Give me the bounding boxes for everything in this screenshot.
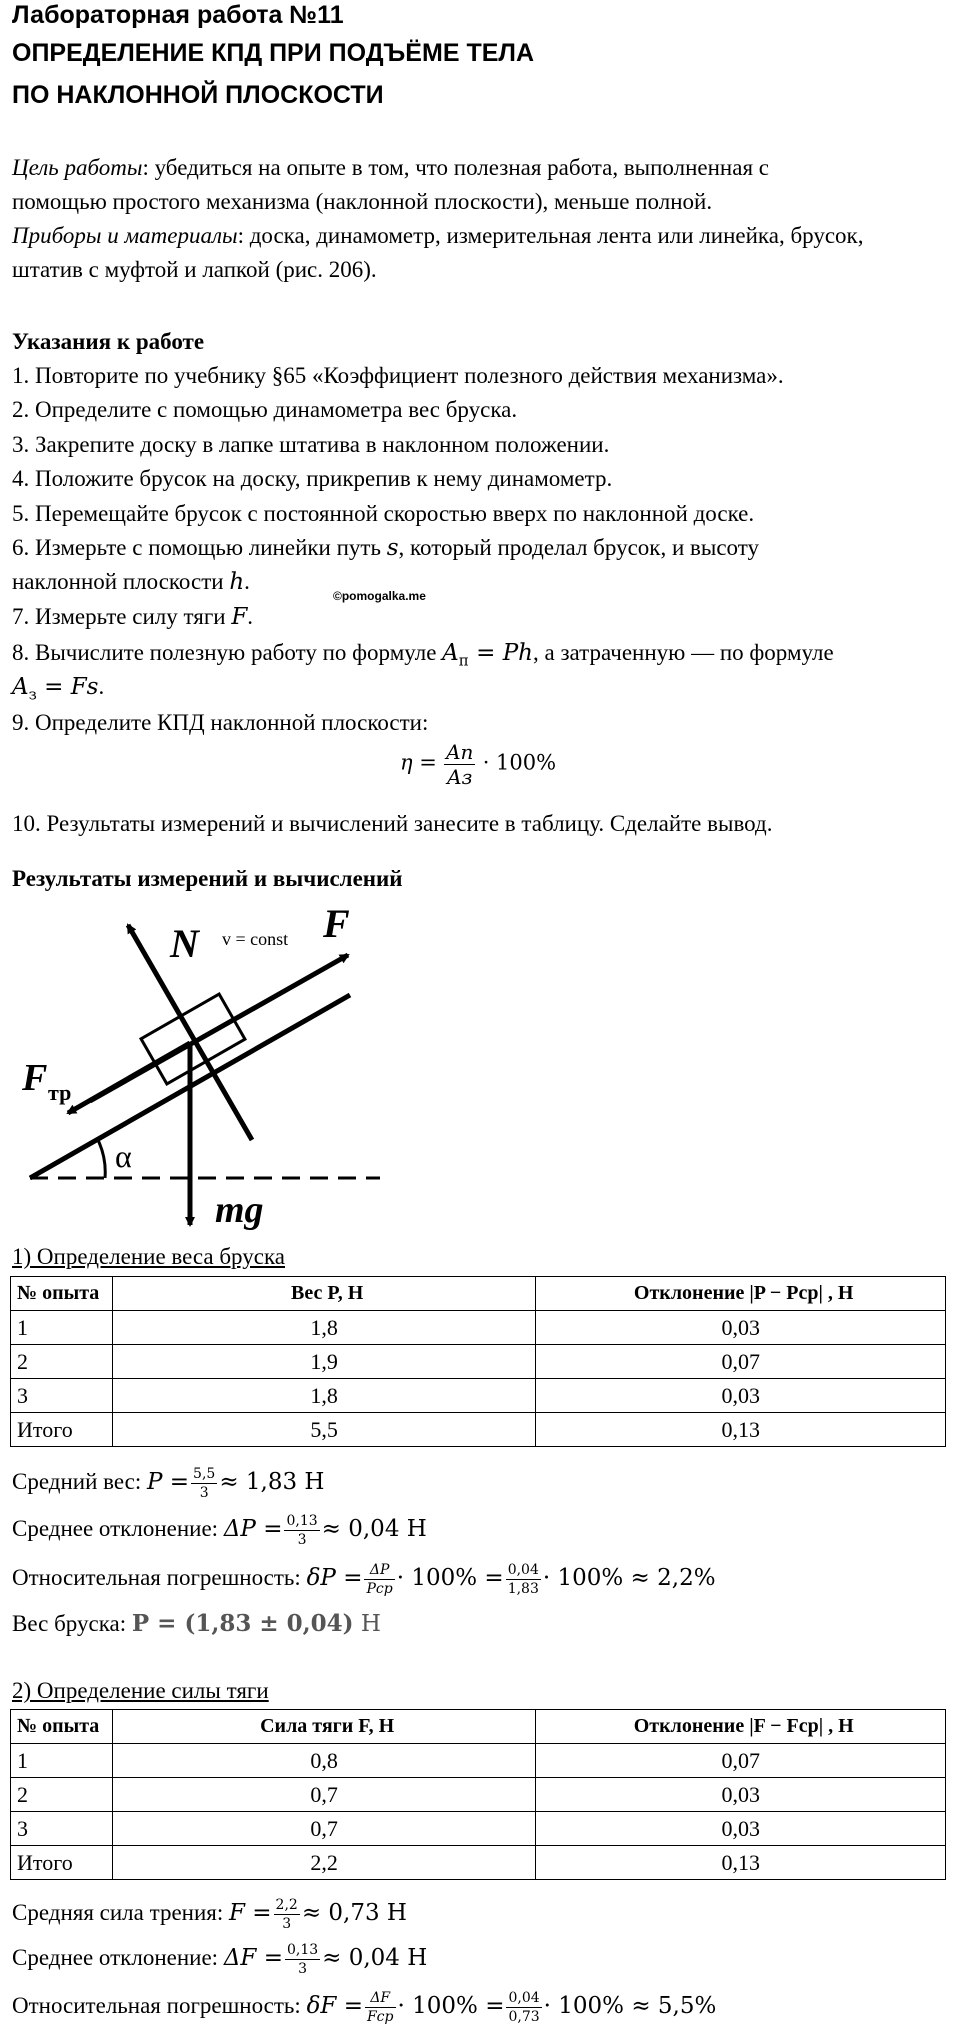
eta-num: Aп xyxy=(446,740,474,764)
cell-trial: Итого xyxy=(11,1846,113,1880)
avg-weight-rhs: ≈ 1,83 Н xyxy=(219,1469,325,1495)
rel-error-line xyxy=(12,1554,716,1602)
table-row xyxy=(11,1345,946,1379)
cell-trial: 1 xyxy=(11,1311,113,1345)
cell-trial: 2 xyxy=(11,1778,113,1812)
materials-line-1 xyxy=(12,219,863,253)
eta-lhs: η = xyxy=(400,750,437,775)
avg-dev-label: Среднее отклонение: xyxy=(12,1516,224,1541)
avg-force-den: 3 xyxy=(282,1916,292,1933)
avg-force-fraction xyxy=(274,1898,300,1931)
cell-force: 0,7 xyxy=(112,1778,535,1812)
avg-force-dev-line xyxy=(12,1936,427,1980)
force-rel-error-fraction-1 xyxy=(365,1991,396,2024)
step-7-text-a: 7. Измерьте силу тяги xyxy=(12,604,232,629)
weight-table xyxy=(10,1276,946,1447)
cell-deviation: 0,13 xyxy=(536,1413,946,1447)
label-alpha: α xyxy=(115,1138,132,1174)
cell-deviation: 0,03 xyxy=(536,1379,946,1413)
avg-force-num: 2,2 xyxy=(275,1897,298,1914)
rel-error-mid: · 100% = xyxy=(396,1565,504,1591)
step-6-cont xyxy=(12,565,250,599)
avg-weight-den: 3 xyxy=(199,1485,209,1502)
avg-weight-lhs: P = xyxy=(146,1469,190,1495)
rel-error-f1-num: ΔP xyxy=(364,1563,394,1580)
force-rel-error-fraction-2 xyxy=(506,1991,541,2024)
var-F: F xyxy=(231,604,248,630)
table-row xyxy=(11,1744,946,1778)
step-6-text-d: . xyxy=(244,569,250,594)
step-10: 10. Результаты измерений и вычислений занесите в таблицу. Сделайте вывод. xyxy=(12,811,773,836)
table-row xyxy=(11,1778,946,1812)
avg-weight-fraction xyxy=(191,1467,217,1500)
avg-dev-den: 3 xyxy=(297,1532,307,1549)
label-F: F xyxy=(323,905,350,946)
eta-den: Aз xyxy=(447,765,473,789)
var-h: h xyxy=(229,569,245,595)
step-6-text-b: , который проделал брусок, и высоту xyxy=(398,535,759,560)
goal-label: Цель работы xyxy=(12,155,143,180)
label-Ftr-sub: тр xyxy=(48,1080,72,1105)
section1-title: 1) Определение веса бруска xyxy=(12,1244,286,1269)
rel-error-lhs: δP = xyxy=(306,1565,363,1591)
rel-error-f1-den: Pcp xyxy=(366,1581,393,1598)
rel-error-rhs: · 100% ≈ 2,2% xyxy=(542,1565,716,1591)
cell-trial: 3 xyxy=(11,1379,113,1413)
avg-force-line xyxy=(12,1891,407,1935)
table-row-total xyxy=(11,1846,946,1880)
cell-deviation: 0,07 xyxy=(536,1744,946,1778)
step-7-text-b: . xyxy=(247,604,254,629)
step-6-text-c: наклонной плоскости xyxy=(12,569,230,594)
formula-useful-sub: п xyxy=(458,651,469,670)
table-row xyxy=(11,1379,946,1413)
rel-error-f2-den: 1,83 xyxy=(507,1581,539,1598)
section2-title: 2) Определение силы тяги xyxy=(12,1678,269,1703)
col-header-trial: № опыта xyxy=(11,1710,113,1744)
table-row xyxy=(11,1812,946,1846)
goal-line-2: помощью простого механизма (наклонной плоскости), меньше полной. xyxy=(12,189,713,214)
cell-deviation: 0,03 xyxy=(536,1778,946,1812)
formula-spent-A: A xyxy=(12,674,29,700)
formula-spent-rhs: = Fs xyxy=(36,674,99,700)
cell-force: 0,7 xyxy=(112,1812,535,1846)
force-rel-error-f1-den: Fcp xyxy=(366,2009,394,2026)
result-weight-line xyxy=(12,1604,381,1644)
cell-weight: 1,9 xyxy=(112,1345,535,1379)
cell-force: 2,2 xyxy=(112,1846,535,1880)
inclined-plane-diagram xyxy=(20,905,390,1235)
avg-weight-line xyxy=(12,1460,324,1504)
avg-dev-fraction xyxy=(284,1514,319,1547)
avg-dev-line xyxy=(12,1507,427,1551)
lab-number-title: Лабораторная работа №11 xyxy=(12,1,344,29)
avg-force-lhs: F = xyxy=(229,1900,272,1926)
cell-deviation: 0,03 xyxy=(536,1812,946,1846)
step-6 xyxy=(12,531,759,565)
table-header-row xyxy=(11,1277,946,1311)
cell-weight: 1,8 xyxy=(112,1379,535,1413)
col-header-deviation: Отклонение |F − Fcp| , Н xyxy=(536,1710,946,1744)
formula-spent-sub: з xyxy=(28,685,37,704)
step-6-text-a: 6. Измерьте с помощью линейки путь xyxy=(12,535,387,560)
col-header-weight: Вес P, Н xyxy=(112,1277,535,1311)
result-weight-value: P = (1,83 ± 0,04) xyxy=(131,1610,354,1637)
formula-useful-rhs: = Ph xyxy=(468,640,533,666)
cell-weight: 1,8 xyxy=(112,1311,535,1345)
avg-force-dev-lhs: ΔF = xyxy=(223,1945,283,1971)
step-8-text-a: 8. Вычислите полезную работу по формуле xyxy=(12,640,443,665)
force-rel-error-label: Относительная погрешность: xyxy=(12,1993,307,2018)
results-heading: Результаты измерений и вычислений xyxy=(12,866,403,891)
avg-dev-num: 0,13 xyxy=(286,1513,318,1530)
rel-error-fraction-1 xyxy=(364,1563,394,1596)
avg-force-dev-label: Среднее отклонение: xyxy=(12,1945,224,1970)
step-8-text-c: . xyxy=(98,674,105,699)
eta-rhs: · 100% xyxy=(482,750,557,775)
force-rel-error-f2-num: 0,04 xyxy=(508,1990,540,2007)
avg-force-dev-num: 0,13 xyxy=(286,1942,319,1959)
force-rel-error-rhs: · 100% ≈ 5,5% xyxy=(543,1993,717,2019)
avg-weight-label: Средний вес: xyxy=(12,1469,147,1494)
materials-label: Приборы и материалы xyxy=(12,223,238,248)
avg-force-dev-rhs: ≈ 0,04 Н xyxy=(322,1945,428,1971)
cell-force: 0,8 xyxy=(112,1744,535,1778)
force-table xyxy=(10,1709,946,1880)
lab-title-line-1: ОПРЕДЕЛЕНИЕ КПД ПРИ ПОДЪЁМЕ ТЕЛА xyxy=(12,39,534,67)
cell-trial: 2 xyxy=(11,1345,113,1379)
step-5: 5. Перемещайте брусок с постоянной скоростью вверх по наклонной доске. xyxy=(12,501,755,526)
force-rel-error-lhs: δF = xyxy=(306,1993,363,2019)
label-v-const: v = const xyxy=(222,929,289,949)
friction-arrow xyxy=(68,1043,190,1113)
table-row-total xyxy=(11,1413,946,1447)
step-8-text-b: , а затраченную — по формуле xyxy=(532,640,834,665)
cell-deviation: 0,03 xyxy=(536,1311,946,1345)
step-4: 4. Положите брусок на доску, прикрепив к нему динамометр. xyxy=(12,466,613,491)
result-weight-unit: Н xyxy=(353,1611,381,1637)
instructions-heading: Указания к работе xyxy=(12,329,205,354)
goal-text-1: : убедиться на опыте в том, что полезная работа, выполненная с xyxy=(142,155,769,180)
cell-trial: Итого xyxy=(11,1413,113,1447)
goal-line-1 xyxy=(12,151,769,185)
col-header-trial: № опыта xyxy=(11,1277,113,1311)
step-3: 3. Закрепите доску в лапке штатива в наклонном положении. xyxy=(12,432,610,457)
force-table-wrap xyxy=(10,1709,946,1887)
step-8 xyxy=(12,636,834,678)
avg-weight-num: 5,5 xyxy=(193,1466,216,1483)
result-weight-label: Вес бруска: xyxy=(12,1611,132,1636)
cell-weight: 5,5 xyxy=(112,1413,535,1447)
rel-error-label: Относительная погрешность: xyxy=(12,1565,307,1590)
lab-title-line-2: ПО НАКЛОННОЙ ПЛОСКОСТИ xyxy=(12,81,384,109)
materials-text-1: : доска, динамометр, измерительная лента или линейка, брусок, xyxy=(237,223,864,248)
step-9: 9. Определите КПД наклонной плоскости: xyxy=(12,710,429,735)
step-7 xyxy=(12,600,253,634)
avg-force-label: Средняя сила трения: xyxy=(12,1900,229,1925)
materials-line-2: штатив с муфтой и лапкой (рис. 206). xyxy=(12,257,377,282)
table-row xyxy=(11,1311,946,1345)
step-1: 1. Повторите по учебнику §65 «Коэффициент полезного действия механизма». xyxy=(12,363,784,388)
watermark: ©pomogalka.me xyxy=(333,589,426,603)
force-rel-error-line xyxy=(12,1982,716,2030)
eta-fraction xyxy=(444,742,475,787)
force-rel-error-f2-den: 0,73 xyxy=(508,2009,540,2026)
rel-error-f2-num: 0,04 xyxy=(507,1562,539,1579)
table-header-row xyxy=(11,1710,946,1744)
formula-useful-A: A xyxy=(442,640,459,666)
avg-force-dev-fraction xyxy=(285,1943,320,1976)
cell-trial: 1 xyxy=(11,1744,113,1778)
avg-force-dev-den: 3 xyxy=(298,1961,308,1978)
col-header-deviation: Отклонение |P − Pcp| , Н xyxy=(536,1277,946,1311)
var-s: s xyxy=(386,535,399,561)
cell-deviation: 0,07 xyxy=(536,1345,946,1379)
cell-deviation: 0,13 xyxy=(536,1846,946,1880)
avg-dev-rhs: ≈ 0,04 Н xyxy=(321,1516,427,1542)
label-mg: mg xyxy=(215,1189,264,1231)
label-Ftr: F xyxy=(22,1057,48,1099)
cell-trial: 3 xyxy=(11,1812,113,1846)
force-rel-error-mid: · 100% = xyxy=(397,1993,505,2019)
efficiency-formula xyxy=(400,742,556,787)
avg-dev-lhs: ΔP = xyxy=(223,1516,283,1542)
rel-error-fraction-2 xyxy=(506,1563,541,1596)
force-rel-error-f1-num: ΔF xyxy=(365,1991,396,2008)
avg-force-rhs: ≈ 0,73 Н xyxy=(301,1900,407,1926)
col-header-force: Сила тяги F, Н xyxy=(112,1710,535,1744)
angle-arc xyxy=(98,1140,105,1178)
step-2: 2. Определите с помощью динамометра вес бруска. xyxy=(12,397,518,422)
label-N: N xyxy=(170,921,199,966)
